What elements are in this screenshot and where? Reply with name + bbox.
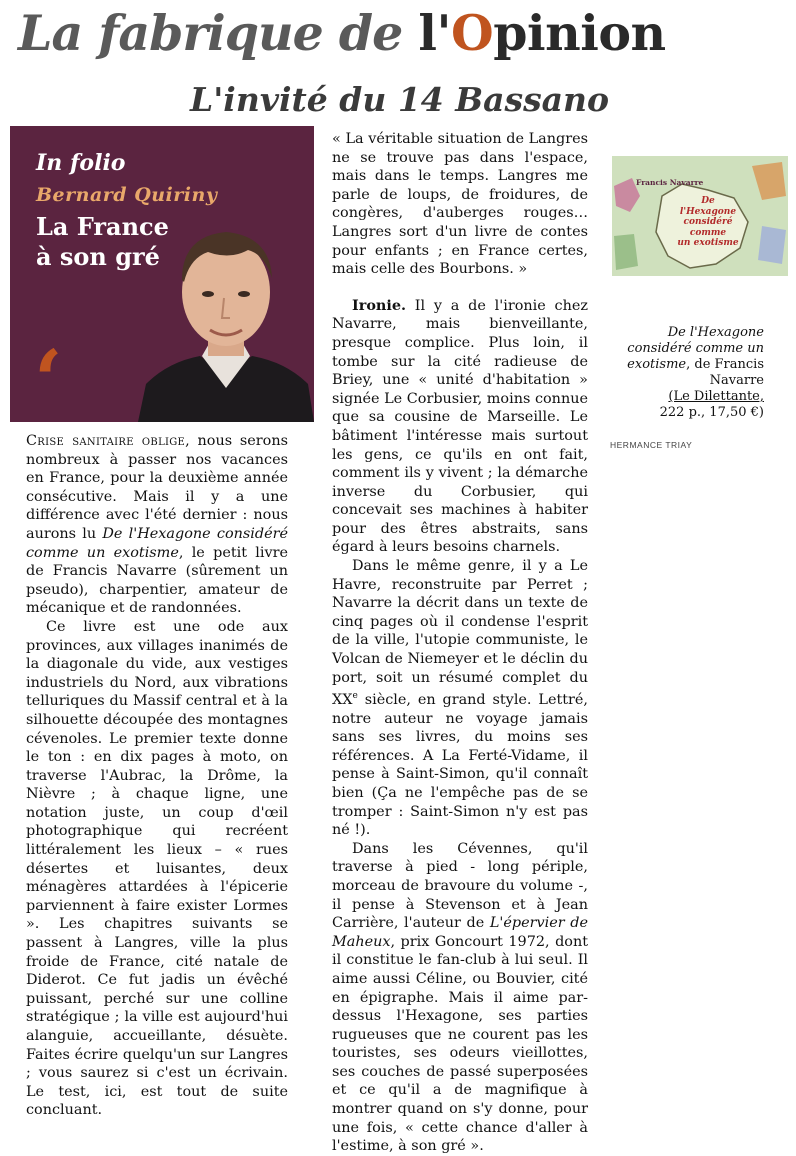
paragraph: Dans le même genre, il y a Le Havre, reconstruite par Perret ; Navarre la décrit dans un texte de cinq pages où il condense l'esprit de la ville, l'utopie communiste, le Volcan de Niemeyer et le déclin du port, soit un résumé complet du XXe siècle, en grand style. Lettré, notre auteur ne voyage jamais sans ses livres, du moins ses références. A La Ferté-Vidame, il pense à Saint-Simon, qu'il connaît bien (Ça ne l'empêche pas de se tromper : Saint-Simon n'y est pas né !).	[332, 558, 588, 839]
book-title: L'épervier de Maheux	[332, 915, 588, 950]
quote-paragraph: « La véritable situation de Langres ne se trouve pas dans l'espace, mais dans le temps. Langres me parle de loups, de froidures, de congères, d'auberges rouges… Langres sort d'un livre de contes pour enfants ; en France certes, mais celle des Bourbons. »	[332, 131, 588, 278]
book-author: Francis Navarre	[636, 178, 704, 187]
masthead	[18, 4, 778, 66]
article-column-2	[332, 130, 588, 1156]
paragraph: Crise sanitaire oblige, nous serons nombreux à passer nos vacances en France, pour la deuxième année consécutive. Mais il y a une différence avec l'été dernier : nous aurons lu De l'Hexagone considéré comme un exotisme, le petit livre de Francis Navarre (sûrement un pseudo), charpentier, amateur de mécanique et de randonnées.	[26, 433, 289, 617]
publisher: (Le Dilettante,	[668, 389, 764, 404]
book-cover	[612, 156, 788, 276]
brand-logo	[418, 4, 665, 62]
section-lead: Ironie.	[352, 296, 407, 314]
section-subhead: L'invité du 14 Bassano	[190, 80, 610, 119]
column-header-box	[10, 126, 314, 422]
author-name: Bernard Quiriny	[36, 184, 218, 206]
book-title-text: De l'Hexagone considéré comme un exotisme	[677, 196, 739, 248]
brand-o: O	[451, 4, 494, 62]
lead-in: Crise sanitaire oblige	[26, 433, 186, 449]
author-portrait	[138, 214, 314, 422]
book-title: De l'Hexagone considéré comme un exotisme	[26, 525, 288, 561]
quote-mark-icon: ‘	[34, 333, 63, 422]
book-caption: De l'Hexagone considéré comme un exotisme, de Francis Navarre (Le Dilettante, 222 p., 17,50 €)	[627, 325, 764, 420]
article-column-1	[26, 432, 288, 1120]
caption-title: De l'Hexagone considéré comme un exotisme	[627, 325, 764, 372]
masthead-text: La fabrique de	[18, 4, 419, 62]
article-title: La France à son gré	[36, 212, 169, 271]
brand-rest: pinion	[493, 4, 666, 62]
brand-l: l'	[418, 4, 452, 62]
rubric-title: In folio	[36, 150, 126, 176]
paragraph: Dans les Cévennes, qu'il traverse à pied - long périple, morceau de bravoure du volume -, il pense à Stevenson et à Jean Carrière, l'auteur de L'épervier de Maheux, prix Goncourt 1972, dont il constitue le fan-club à lui seul. Il aime aussi Céline, ou Bouvier, cité en épigraphe. Mais il aime par-dessus l'Hexagone, ses parties rugueuses que ne courent pas les touristes, ses odeurs vieillottes, ses couches de passé superposées et ce qu'il a de magnifique à montrer quand on s'y donne, pour une fois, « cette chance d'aller à l'estime, à son gré ».	[332, 840, 588, 1155]
paragraph: Ironie. Il y a de l'ironie chez Navarre, mais bienveillante, presque complice. Plus loin, il tombe sur la cité radieuse de Briey, une « unité d'habitation » signée Le Corbusier, moins connue que sa cousine de Marseille. Le bâtiment l'intéresse mais surtout les gens, ce qu'ils en ont fait, comment ils y vivent ; la démarche inverse du Corbusier, qui concevait ses machines à habiter pour des êtres abstraits, sans égard à leurs besoins charnels.	[332, 296, 588, 556]
photo-credit: HERMANCE TRIAY	[610, 440, 693, 450]
paragraph: Ce livre est une ode aux provinces, aux villages inanimés de la diagonale du vide, aux vestiges industriels du Nord, aux vibrations telluriques du Massif central et à la silhouette découpée des montagnes cévenoles. Le premier texte donne le ton : en dix pages à moto, on traverse l'Aubrac, la Drôme, la Nièvre ; à chaque ligne, une notation juste, un coup d'œil photographique qui recréent littéralement les lieux – « rues désertes et luisantes, deux ménagères attardées à l'épicerie parviennent à faire exister Lormes ». Les chapitres suivants se passent à Langres, ville la plus froide de France, cité natale de Diderot. Ce fut jadis un évêché puissant, perché sur une colline stratégique ; la ville est aujourd'hui alanguie, accueillante, désuète. Faites écrire quelqu'un sur Langres ; vous saurez si c'est un écrivain. Le test, ici, est tout de suite concluant.	[26, 618, 288, 1119]
